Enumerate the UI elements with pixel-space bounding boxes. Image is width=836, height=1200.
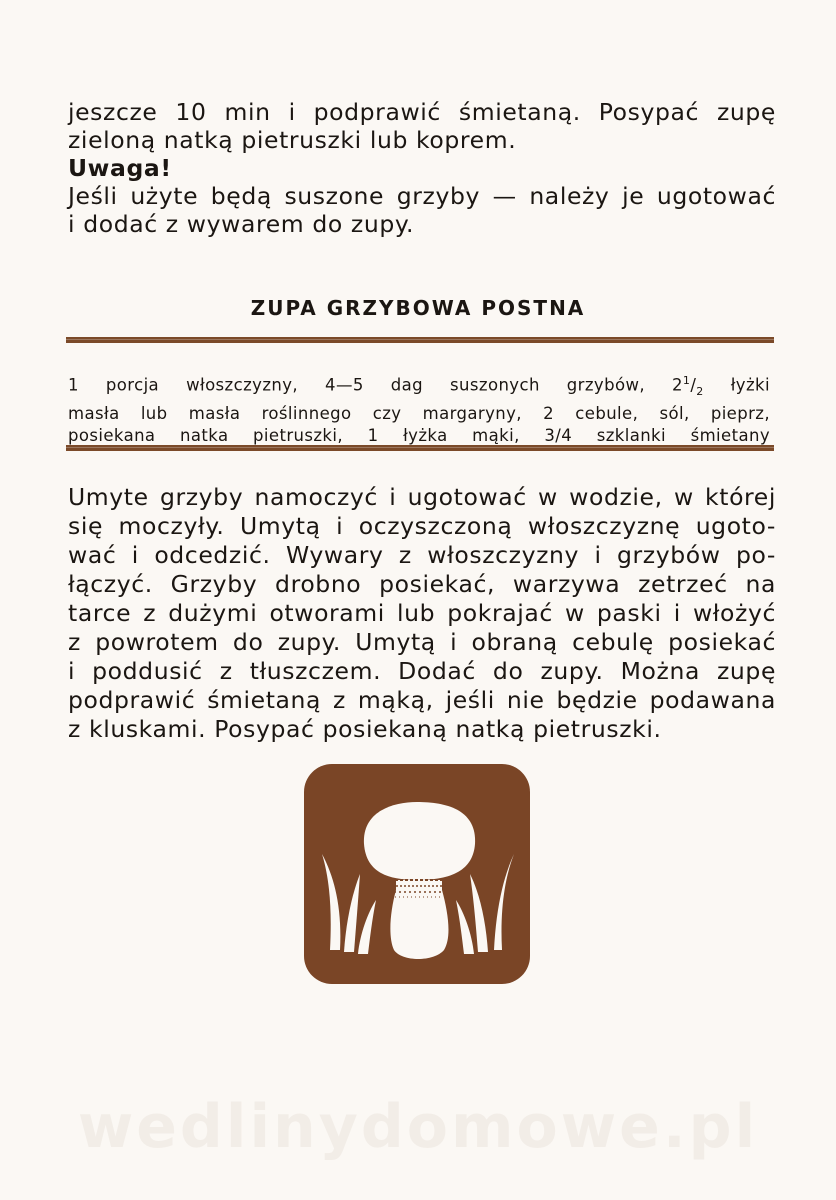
text-line: zieloną natką pietruszki lub koprem. xyxy=(68,126,517,154)
ingredients-text: łyżki xyxy=(730,375,770,395)
recipe-title: ZUPA GRZYBOWA POSTNA xyxy=(250,296,586,320)
ingredients-line: masła lub masła roślinnego czy margaryny, 2 cebule, sól, pieprz, xyxy=(68,403,770,423)
watermark: wedlinydomowe.pl xyxy=(77,1092,759,1162)
text-line: i dodać z wywarem do zupy. xyxy=(68,210,415,238)
divider-bottom xyxy=(66,445,774,451)
method-line: tarce z dużymi otworami lub pokrajać w paski i włożyć xyxy=(68,599,776,627)
divider-top xyxy=(66,337,774,343)
method-line: i poddusić z tłuszczem. Dodać do zupy. Można zupę xyxy=(68,657,776,685)
text-line: Jeśli użyte będą suszone grzyby — należy je ugotować xyxy=(68,182,776,210)
fraction-numerator: 1 xyxy=(682,374,691,387)
method-line: wać i odcedzić. Wywary z włoszczyzny i grzybów po- xyxy=(68,541,776,569)
recipe-method xyxy=(68,483,776,744)
ingredients-text: 1 porcja włoszczyzny, 4—5 dag suszonych grzybów, 2 xyxy=(68,375,683,395)
previous-recipe-ending xyxy=(68,98,776,238)
method-line: podprawić śmietaną z mąką, jeśli nie będzie podawana xyxy=(68,686,776,714)
method-line: z kluskami. Posypać posiekaną natką pietruszki. xyxy=(68,715,662,743)
method-line: z powrotem do zupy. Umytą i obraną cebulę posiekać xyxy=(68,628,776,656)
ingredients-list xyxy=(68,370,770,447)
warning-label: Uwaga! xyxy=(68,154,172,182)
fraction-slash: / xyxy=(690,375,697,395)
method-line: się moczyły. Umytą i oczyszczoną włoszczyznę ugoto- xyxy=(68,512,776,540)
ingredients-line xyxy=(68,370,770,403)
method-line: Umyte grzyby namoczyć i ugotować w wodzie, w której xyxy=(68,483,776,511)
method-line: łączyć. Grzyby drobno posiekać, warzywa zetrzeć na xyxy=(68,570,776,598)
mushroom-icon xyxy=(302,762,532,986)
fraction-denominator: 2 xyxy=(696,384,704,398)
ingredients-line: posiekana natka pietruszki, 1 łyżka mąki, 3/4 szklanki śmietany xyxy=(68,425,770,445)
text-line: jeszcze 10 min i podprawić śmietaną. Posypać zupę xyxy=(68,98,776,126)
